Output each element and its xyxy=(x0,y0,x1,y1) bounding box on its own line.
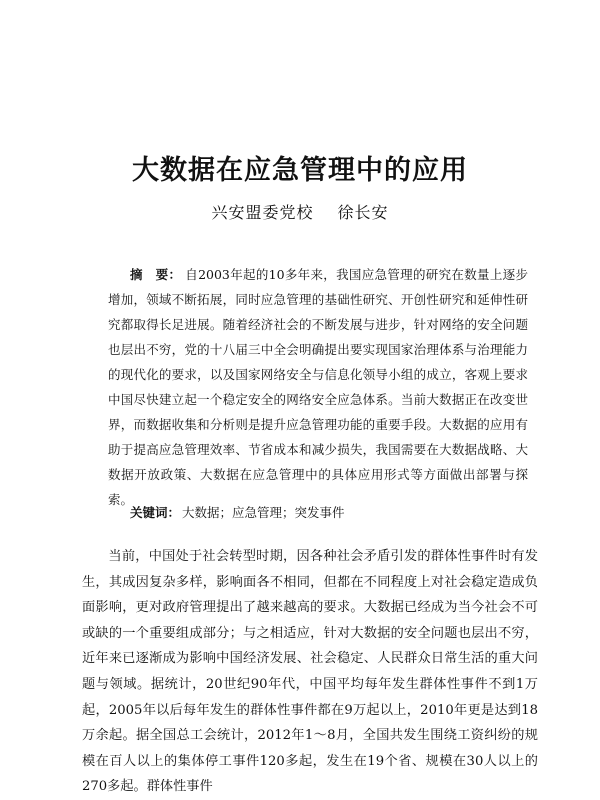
keywords-text: 大数据；应急管理；突发事件 xyxy=(182,505,345,520)
body-paragraph: 当前，中国处于社会转型时期，因各种社会矛盾引发的群体性事件时有发生，其成因复杂多样，影响面各不相同，但都在不同程度上对社会稳定造成负面影响，更对政府管理提出了越来越高的要求。大数据已经成为当今社会不可或缺的一个重要组成部分；与之相适应，针对大数据的安全问题也层出不穷，近年来已逐渐成为影响中国经济发展、社会稳定、人民群众日常生活的重大问题与领域。据统计，20世纪90年代，中国平均每年发生群体性事件不到1万起，2005年以后每年发生的群体性事件都在9万起以上，2010年更是达到18万余起。据全国总工会统计，2012年1～8月，全国共发生围绕工资纠纷的规模在百人以上的集体停工事件120多起，发生在19个省、规模在30人以上的270多起。群体性事件 xyxy=(82,549,538,795)
abstract-label: 摘 要： xyxy=(130,267,182,282)
abstract xyxy=(108,262,528,512)
author-line xyxy=(0,200,600,223)
keywords-label: 关键词： xyxy=(130,505,181,520)
author-organization: 兴安盟委党校 xyxy=(211,203,314,222)
author-name: 徐长安 xyxy=(337,203,389,222)
abstract-text: 自2003年起的10多年来，我国应急管理的研究在数量上逐步增加，领域不断拓展，同时应急管理的基础性研究、开创性研究和延伸性研究都取得长足进展。随着经济社会的不断发展与进步，针对网络的安全问题也层出不穷，党的十八届三中全会明确提出要实现国家治理体系与治理能力的现代化的要求，以及国家网络安全与信息化领导小组的成立，客观上要求中国尽快建立起一个稳定安全的网络安全应急体系。当前大数据正在改变世界，而数据收集和分析则是提升应急管理功能的重要手段。大数据的应用有助于提高应急管理效率、节省成本和减少损失，我国需要在大数据战略、大数据开放政策、大数据在应急管理中的具体应用形式等方面做出部署与探索。 xyxy=(108,267,528,507)
keywords xyxy=(130,502,530,524)
article-title: 大数据在应急管理中的应用 xyxy=(132,155,468,186)
